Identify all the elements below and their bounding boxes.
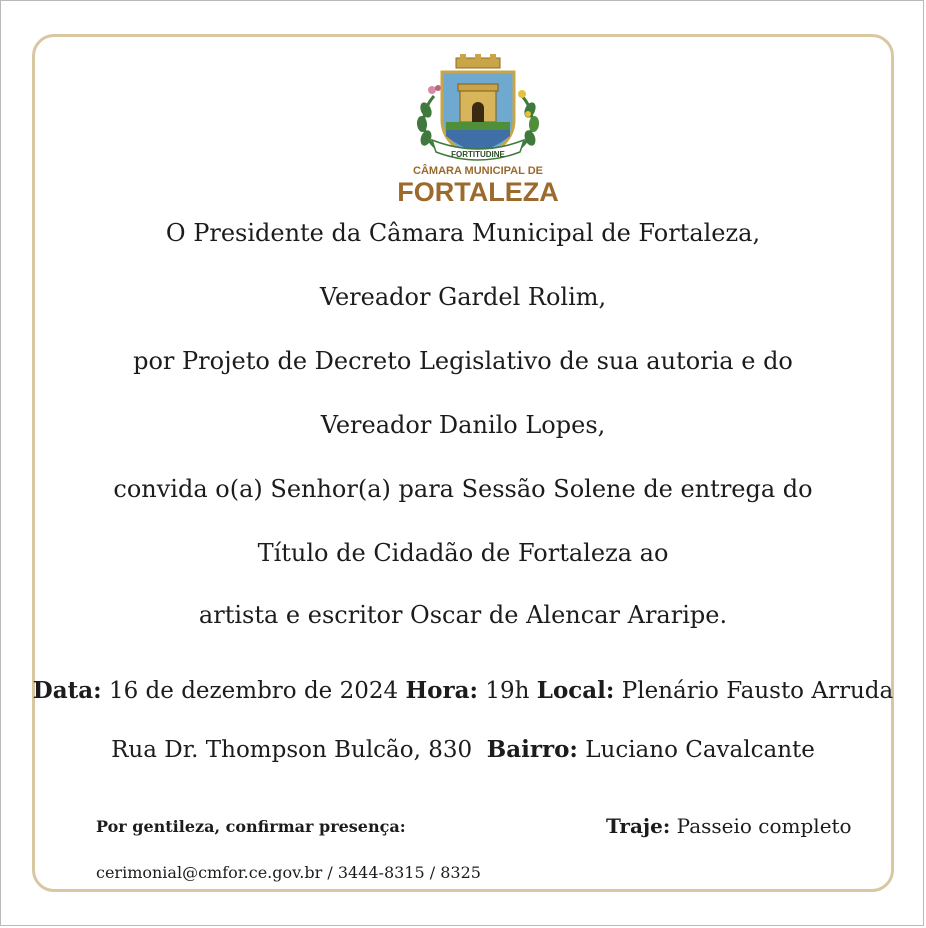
dress-value: Passeio completo: [676, 814, 852, 838]
contact-info: cerimonial@cmfor.ce.gov.br / 3444-8315 / 8325: [96, 863, 481, 882]
invitation-line-3: por Projeto de Decreto Legislativo de sua autoria e do: [133, 347, 793, 375]
district-value: Luciano Cavalcante: [585, 737, 815, 763]
date-value: 16 de dezembro de 2024: [108, 678, 399, 704]
date-label: Data:: [32, 677, 102, 704]
place-label: Local:: [536, 677, 615, 704]
invitation-line-7: artista e escritor Oscar de Alencar Araripe.: [198, 601, 728, 629]
dress-label: Traje:: [606, 814, 671, 838]
dress-code: [606, 813, 852, 839]
event-details-line: [0, 676, 926, 706]
invitation-line-5: convida o(a) Senhor(a) para Sessão Solene de entrega do: [113, 475, 813, 503]
time-label: Hora:: [405, 677, 479, 704]
coat-of-arms-icon: [397, 54, 559, 207]
address-line: [0, 735, 926, 765]
address-value: Rua Dr. Thompson Bulcão, 830: [111, 737, 473, 763]
chamber-emblem-logo: [397, 54, 559, 207]
invitation-line-6: Título de Cidadão de Fortaleza ao: [257, 539, 669, 567]
svg-text:CÂMARA MUNICIPAL DE: CÂMARA MUNICIPAL DE: [413, 165, 543, 177]
invitation-line-1: O Presidente da Câmara Municipal de Fortaleza,: [165, 219, 761, 247]
svg-text:FORTITUDINE: FORTITUDINE: [451, 150, 505, 159]
invitation-line-2: Vereador Gardel Rolim,: [319, 283, 607, 311]
place-value: Plenário Fausto Arruda: [621, 678, 894, 704]
district-label: Bairro:: [486, 736, 578, 763]
invitation-line-4: Vereador Danilo Lopes,: [320, 411, 606, 439]
time-value: 19h: [485, 678, 530, 704]
rsvp-label: Por gentileza, confirmar presença:: [96, 817, 406, 836]
svg-text:FORTALEZA: FORTALEZA: [397, 177, 559, 207]
